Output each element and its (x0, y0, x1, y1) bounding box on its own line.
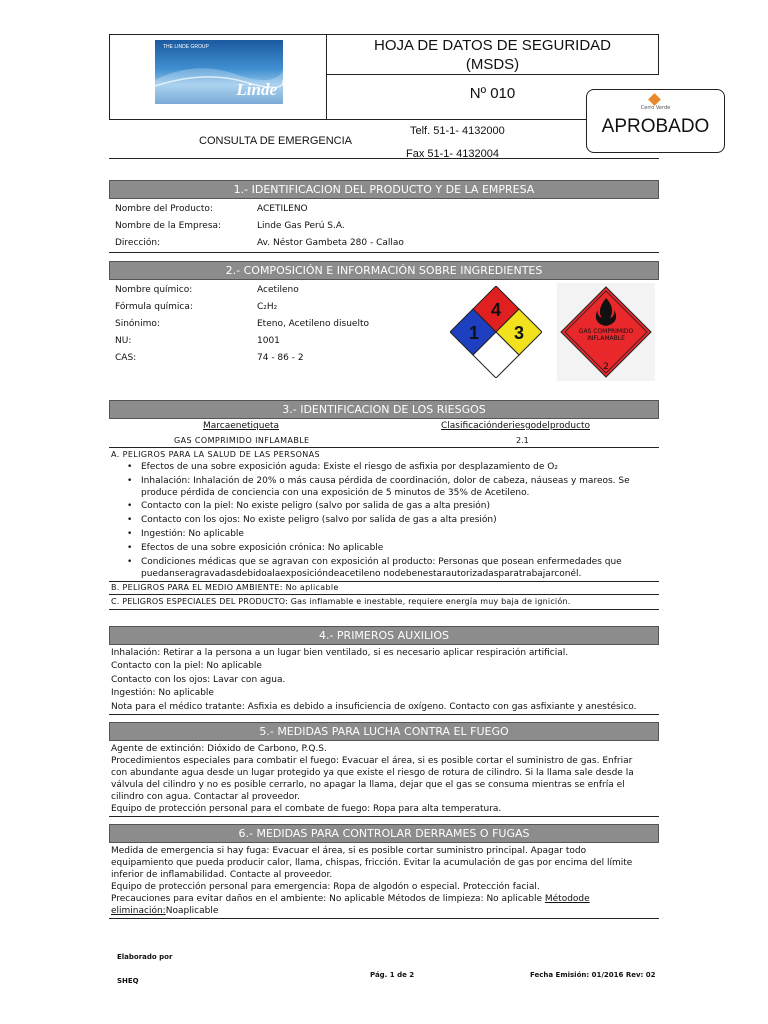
emergency-phone: Telf. 51-1- 4132000 (410, 125, 505, 137)
footer-sheq: SHEQ (117, 977, 139, 985)
s2-label-un: NU: (115, 336, 132, 346)
s2-value-chem: Acetileno (257, 285, 299, 295)
s2-label-cas: CAS: (115, 353, 137, 363)
flammable-gas-placard (560, 286, 652, 378)
s6-method-underlined: Métodode (544, 894, 590, 904)
logo-word: Linde (236, 80, 277, 99)
logo-top-text: THE LINDE GROUP (163, 44, 209, 50)
placard-line1: GAS COMPRIMIDO (578, 328, 634, 335)
nfpa-flammability-value: 4 (490, 300, 502, 320)
s6-line: inferior de inflamabilidad. Contacte al proveedor. (111, 870, 333, 880)
s6-line: equipamiento que pueda producir calor, llama, chispas, fricción. Evitar la acumulación de gas por encima del límite (111, 858, 633, 868)
s6-elim-underlined: eliminación: (111, 906, 166, 916)
s5-line: cilindro con agua. Contactar al proveedor. (111, 792, 300, 802)
s3-col2-value: 2.1 (516, 436, 529, 445)
list-item-continuation: produce pérdida de conciencia con una exposición de 5 minutos de 35% de Acetileno. (141, 488, 530, 498)
list-item: Condiciones médicas que se agravan con exposición al producto: Personas que posean enfermedades que (141, 557, 622, 567)
s3-c-line: C. PELIGROS ESPECIALES DEL PRODUCTO: Gas inflamable e inestable, requiere energía muy baja de ignición. (111, 597, 571, 606)
footer-elaborado: Elaborado por (117, 953, 173, 961)
s1-label-address: Dirección: (115, 238, 161, 248)
section-2-header: 2.- COMPOSICIÓN E INFORMACIÓN SOBRE INGREDIENTES (109, 261, 659, 280)
list-item-continuation: puedanseragravadasdebidoalaexposicióndeacetileno nodebenestarautorizadasparatrabajarconél. (141, 569, 582, 579)
s6-line: Equipo de protección personal para emergencia: Ropa de algodón o especial. Protección facial. (111, 882, 540, 892)
s4-line: Ingestión: No aplicable (111, 688, 214, 698)
s1-label-company: Nombre de la Empresa: (115, 221, 222, 231)
list-item: Ingestión: No aplicable (141, 529, 244, 539)
s5-line: válvula del cilindro y no es posible cerrarlo, no apagar la llama, dejar que el gas se consuma mientras se enfría el (111, 780, 625, 790)
s2-label-formula: Fórmula química: (115, 302, 193, 312)
s4-line: Contacto con la piel: No aplicable (111, 661, 262, 671)
s5-line: Agente de extinción: Dióxido de Carbono, P.Q.S. (111, 744, 327, 754)
approval-stamp (586, 89, 725, 153)
stamp-text: APROBADO (601, 116, 710, 137)
s3-col2-header: Clasificaciónderiesgodelproducto (441, 421, 591, 431)
s1-label-product: Nombre del Producto: (115, 204, 213, 214)
list-item: Contacto con la piel: No existe peligro (salvo por salida de gas a alta presión) (141, 501, 491, 511)
document-number: Nº 010 (469, 85, 516, 102)
s6-elim-value: Noaplicable (165, 906, 219, 916)
s2-value-formula: C₂H₂ (257, 302, 278, 312)
stamp-logo-icon (648, 93, 661, 106)
document-title-line2: (MSDS) (465, 56, 520, 73)
company-logo (155, 40, 283, 104)
s4-line: Contacto con los ojos: Lavar con agua. (111, 675, 286, 685)
nfpa-reactivity-value: 3 (513, 323, 525, 343)
s6-line-last (111, 906, 218, 917)
nfpa-diamond (450, 286, 542, 378)
stamp-brand: Cerro Verde (640, 105, 671, 111)
section-4-header: 4.- PRIMEROS AUXILIOS (109, 626, 659, 645)
nfpa-health-value: 1 (468, 323, 480, 343)
s3-col1-header: Marcaenetiqueta (203, 421, 280, 431)
s3-b-line: B. PELIGROS PARA EL MEDIO AMBIENTE: No aplicable (111, 583, 339, 592)
s5-line: con abundante agua desde un lugar protegido ya que existe el riesgo de rotura de cilindro. Si la llama sale desde la (111, 768, 634, 778)
s6-line-text: Precauciones para evitar daños en el ambiente: No aplicable Métodos de limpieza: No aplicable (111, 894, 545, 904)
list-item: Inhalación: Inhalación de 20% o más causa pérdida de coordinación, dolor de cabeza, náuseas y mareos. Se (141, 476, 630, 486)
s4-line: Inhalación: Retirar a la persona a un lugar bien ventilado, si es necesario aplicar respiración artificial. (111, 648, 569, 658)
placard-line2: INFLAMABLE (587, 335, 625, 342)
placard-class: 2 (603, 362, 609, 372)
emergency-fax: Fax 51-1- 4132004 (406, 148, 499, 160)
s2-value-un: 1001 (257, 336, 280, 346)
s1-value-product: ACETILENO (257, 204, 308, 214)
s2-value-synonym: Eteno, Acetileno disuelto (257, 319, 369, 329)
s5-line: Procedimientos especiales para combatir el fuego: Evacuar el área, si es posible cortar el suministro de gas. Enfriar (111, 756, 633, 766)
footer-date: Fecha Emisión: 01/2016 Rev: 02 (530, 971, 656, 979)
s6-line-methods (111, 894, 590, 905)
footer-page: Pág. 1 de 2 (370, 971, 415, 979)
s3-col1-value: GAS COMPRIMIDO INFLAMABLE (174, 436, 310, 445)
s1-value-company: Linde Gas Perú S.A. (257, 221, 345, 231)
s2-value-cas: 74 - 86 - 2 (257, 353, 304, 363)
s6-line: Medida de emergencia si hay fuga: Evacuar el área, si es posible cortar suministro principal. Apagar todo (111, 846, 587, 856)
list-item: Contacto con los ojos: No existe peligro (salvo por salida de gas a alta presión) (141, 515, 497, 525)
section-3-header: 3.- IDENTIFICACION DE LOS RIESGOS (109, 400, 659, 419)
section-5-header: 5.- MEDIDAS PARA LUCHA CONTRA EL FUEGO (109, 722, 659, 741)
section-1-header: 1.- IDENTIFICACION DEL PRODUCTO Y DE LA EMPRESA (109, 180, 659, 199)
s4-line: Nota para el médico tratante: Asfixia es debido a insuficiencia de oxígeno. Contacto con gas asfixiante y anestésico. (111, 702, 637, 712)
s2-label-chem: Nombre químico: (115, 285, 193, 295)
list-item: Efectos de una sobre exposición aguda: Existe el riesgo de asfixia por desplazamiento de O₂ (141, 462, 558, 472)
list-item: Efectos de una sobre exposición crónica: No aplicable (141, 543, 384, 553)
section-6-header: 6.- MEDIDAS PARA CONTROLAR DERRAMES O FUGAS (109, 824, 659, 843)
document-title-line1: HOJA DE DATOS DE SEGURIDAD (374, 37, 611, 54)
s1-value-address: Av. Néstor Gambeta 280 - Callao (257, 238, 404, 248)
emergency-label: CONSULTA DE EMERGENCIA (199, 135, 353, 147)
s2-label-synonym: Sinónimo: (115, 319, 160, 329)
s5-line: Equipo de protección personal para el combate de fuego: Ropa para alta temperatura. (111, 804, 502, 814)
s3-a-title: A. PELIGROS PARA LA SALUD DE LAS PERSONAS (111, 450, 321, 459)
